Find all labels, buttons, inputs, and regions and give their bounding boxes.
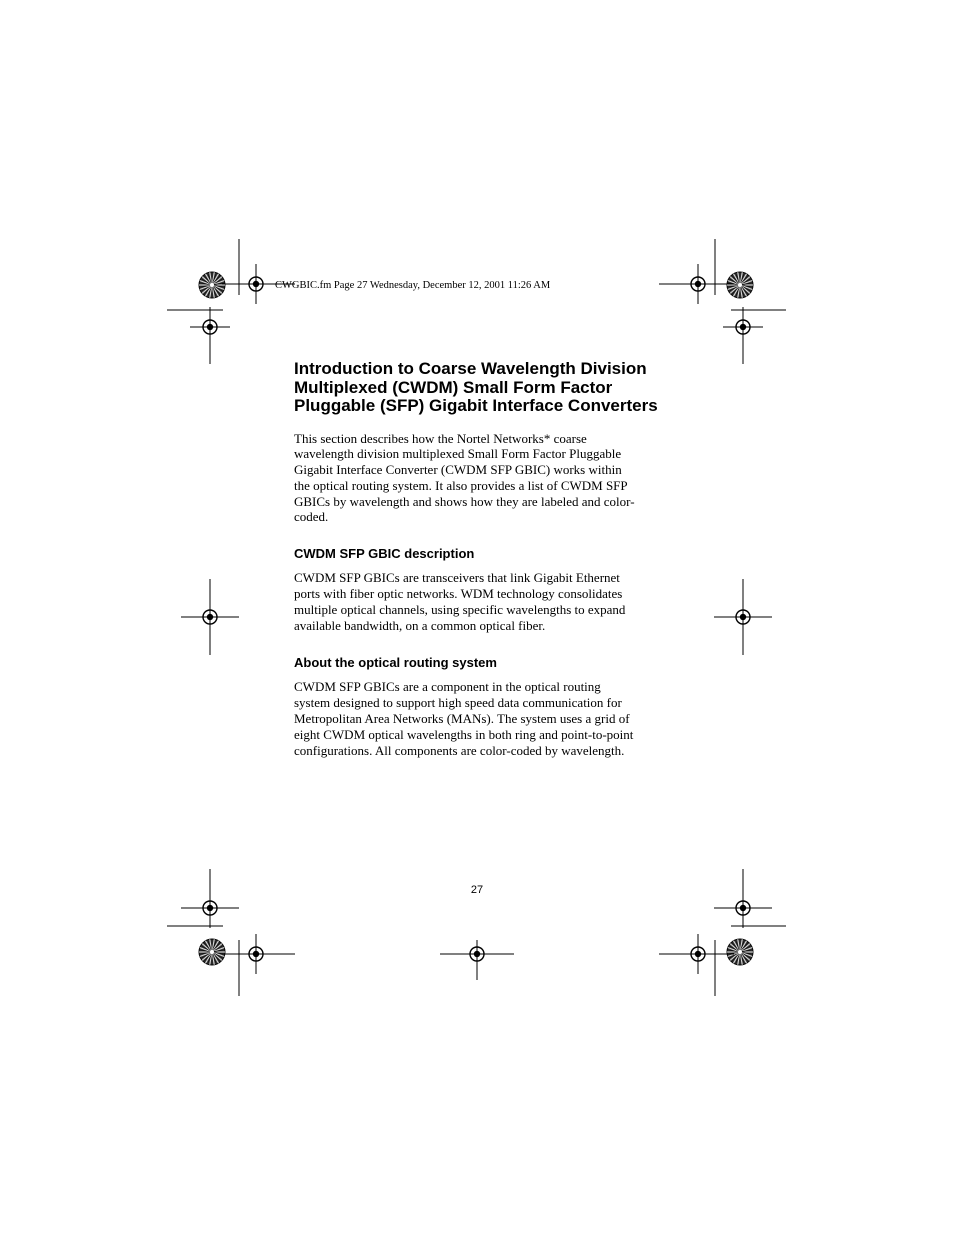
text-line: system designed to support high speed data communication for bbox=[294, 695, 622, 711]
color-bar-starburst-icon bbox=[199, 939, 225, 965]
print-file-stamp: CWGBIC.fm Page 27 Wednesday, December 12, 2001 11:26 AM bbox=[275, 280, 551, 291]
text-line: the optical routing system. It also provides a list of CWDM SFP bbox=[294, 477, 628, 493]
color-bar-starburst-icon bbox=[727, 939, 753, 965]
page-number: 27 bbox=[470, 884, 484, 896]
text-line: coded. bbox=[294, 509, 329, 525]
text-line: Gigabit Interface Converter (CWDM SFP GBIC) works within bbox=[294, 462, 622, 478]
section-heading-description: CWDM SFP GBIC description bbox=[294, 546, 475, 562]
text-line: available bandwidth, on a common optical fiber. bbox=[294, 617, 546, 633]
color-bar-starburst-icon bbox=[727, 272, 753, 298]
text-line: configurations. All components are color-coded by wavelength. bbox=[294, 742, 625, 758]
text-line: multiple optical channels, using specific wavelengths to expand bbox=[294, 601, 626, 617]
title-line: Multiplexed (CWDM) Small Form Factor bbox=[294, 377, 613, 397]
description-paragraph bbox=[294, 570, 662, 633]
section-heading-routing-system: About the optical routing system bbox=[294, 655, 497, 671]
text-line: CWDM SFP GBICs are a component in the optical routing bbox=[294, 679, 601, 695]
title-line: Pluggable (SFP) Gigabit Interface Converters bbox=[294, 396, 658, 415]
text-line: Metropolitan Area Networks (MANs). The system uses a grid of bbox=[294, 711, 630, 727]
text-line: CWDM SFP GBICs are transceivers that link Gigabit Ethernet bbox=[294, 570, 620, 586]
text-line: GBICs by wavelength and shows how they are labeled and color- bbox=[294, 493, 635, 509]
text-line: This section describes how the Nortel Networks* coarse bbox=[294, 430, 587, 446]
color-bar-starburst-icon bbox=[199, 272, 225, 298]
intro-paragraph bbox=[294, 431, 662, 526]
text-line: ports with fiber optic networks. WDM technology consolidates bbox=[294, 586, 623, 602]
routing-system-paragraph bbox=[294, 679, 662, 758]
page-content bbox=[294, 360, 669, 758]
text-line: wavelength division multiplexed Small Form Factor Pluggable bbox=[294, 446, 622, 462]
text-line: eight CWDM optical wavelengths in both ring and point-to-point bbox=[294, 726, 634, 742]
title-line: Introduction to Coarse Wavelength Division bbox=[294, 359, 647, 378]
page-title bbox=[294, 360, 669, 416]
